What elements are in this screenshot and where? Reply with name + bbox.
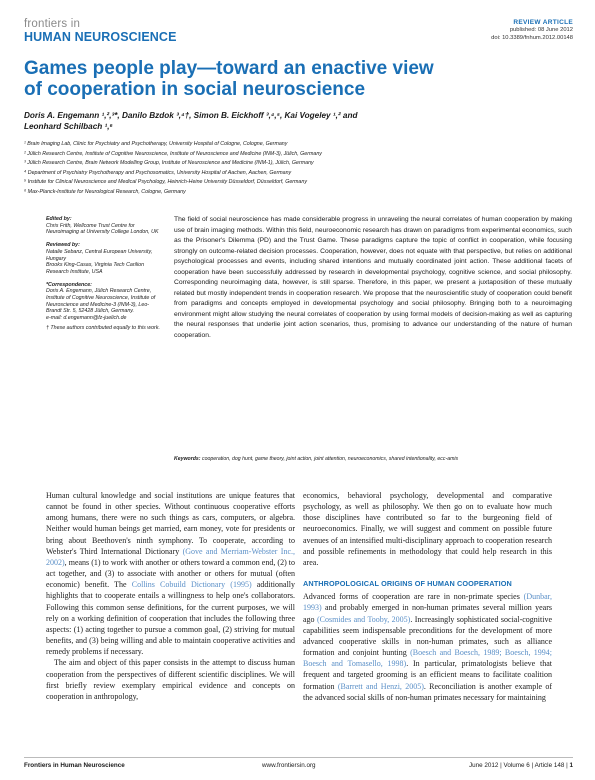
edited-by: Chris Frith, Wellcome Trust Centre for Neuroimaging at University College London, UK [46, 222, 159, 236]
footer-divider [24, 757, 573, 758]
keywords [174, 455, 572, 465]
affiliation-6: ⁶ Max-Planck-Institute for Neurological Research, Cologne, Germany [24, 188, 186, 195]
authors-line-2: Leonhard Schilbach ¹,⁶ [24, 122, 113, 131]
keywords-label: Keywords: [174, 456, 201, 462]
citation-link[interactable]: Collins Cobuild Dictionary (1995) [131, 580, 252, 590]
published-date: published: 08 June 2012 [509, 27, 573, 33]
citation-link[interactable]: (Cosmides and Tooby, 2005) [316, 614, 411, 624]
body-column-right [303, 490, 552, 703]
affiliation-5: ⁵ Institute for Clinical Neuroscience and Medical Psychology, Heinrich-Heine University Düsseldorf, Düsseldorf, Germany [24, 179, 307, 186]
anthro-text-3: . Increasingly sophisticated social-cognitive capabilities seem indispensable preconditions for the development of more advanced cooperative skills in non-human primates, such as alliance formation and conjoint hunting [303, 614, 552, 658]
affiliation-2: ² Jülich Research Centre, Institute of Cognitive Neuroscience, Institute of Neuroscience and Medicine (INM-3), Jülich, Germany [24, 150, 322, 157]
citation-link[interactable]: (Dunbar, 1993) [303, 592, 553, 613]
footer-website[interactable]: www.frontiersin.org [262, 762, 316, 769]
article-title [24, 58, 544, 100]
anthropology-paragraph [303, 591, 552, 703]
article-meta [491, 19, 573, 42]
journal-logo [24, 18, 177, 44]
page-number: 1 [569, 762, 573, 769]
intro-paragraph [46, 490, 295, 657]
abstract: The field of social neuroscience has made considerable progress in unraveling the neural correlates of human cooperation by making use of brain imaging methods. Within this field, neuroeconomic research has drawn on paradigms from experimental economics, such as the Prisoner's Dilemma (PD) and the Trust Game. These paradigms capture the topic of conflict in cooperation, while focusing strongly on outcome-related decision processes. Cooperation, however, does not equate with that perspective, but relies on additional psychological processes and events, including shared intentions and mutually coordinated joint action. These additional facets of cooperation have been successfully addressed by research in developmental psychology, cognitive science, and social philosophy. Corresponding neuroimaging data, however, is still sparse. Therefore, in this paper, we present a juxtaposition of these mutually related but mostly independent trends in cooperation research. We propose that the neuroscientific study of cooperation could benefit from paradigms and concepts employed in developmental psychology and social philosophy. Bringing both to a neuroimaging environment might allow studying the neural correlates of cooperation by using formal models of decision-making as well as capturing the neural responses that underlie joint action scenarios, thus, promising to advance our understanding of the nature of human cooperation. [174, 216, 572, 339]
citation-link[interactable]: (Boesch and Boesch, 1989; Boesch, 1994; Boesch and Tomasello, 1998) [303, 648, 553, 669]
authors-line-1: Doris A. Engemann ¹,²,³*, Danilo Bzdok ³,⁴†, Simon B. Eickhoff ³,⁴,⁵, Kai Vogeley ¹,² and [24, 111, 358, 120]
correspondence-email[interactable]: e-mail: d.engemann@fz-juelich.de [46, 315, 127, 322]
article-type: REVIEW ARTICLE [513, 19, 573, 26]
affiliation-3: ³ Jülich Research Centre, Brain Network Modelling Group, Institute of Neuroscience and Medicine (INM-1), Jülich, Germany [24, 160, 314, 167]
affiliations [24, 140, 574, 198]
correspondence-address: Doris A. Engemann, Jülich Research Centre, Institute of Cognitive Neuroscience, Institute of Neuroscience and Medicine-3 (INM-3), Leo-Brandt Str. 5, 52428 Jülich, Germany. [46, 288, 156, 315]
reviewed-by-label: Reviewed by: [46, 242, 80, 249]
reviewer-2: Brooks King-Casas, Virginia Tech Carilion Research Institute, USA [46, 262, 145, 275]
author-list [24, 110, 574, 132]
intro-text-3: additionally highlights that to cooperate entails a willingness to help one's collaborators. Following this common sense definitions, for the current purposes, we will rely on a working definition of cooperation that includes the following three aspects: (1) acting together to pursue a common goal, (2) striving for mutual benefits, and (3) being willing and able to maintain cooperative activities and remedy problems if necessary. [46, 580, 296, 657]
footer-journal: Frontiers in Human Neuroscience [24, 762, 125, 769]
reviewer-1: Natalie Sebanz, Central European University, Hungary [46, 248, 153, 262]
affiliation-1: ¹ Brain Imaging Lab, Clinic for Psychiatry and Psychotherapy, University Hospital of Cologne, Cologne, Germany [24, 141, 288, 147]
logo-bottom-text: HUMAN NEUROSCIENCE [24, 30, 177, 44]
citation-link[interactable]: (Barrett and Henzi, 2005) [337, 681, 424, 691]
section-heading: ANTHROPOLOGICAL ORIGINS OF HUMAN COOPERATION [303, 579, 512, 589]
body-column-left [46, 490, 295, 702]
correspondence-label: *Correspondence: [46, 281, 92, 288]
title-line-2: of cooperation in social neuroscience [24, 79, 366, 100]
intro-text-2: , means (1) to work with another or others toward a common end, (2) to act together, and (3) to associate with another or others for mutual (often economic) benefit. The [46, 557, 295, 590]
title-line-1: Games people play—toward an enactive view [24, 58, 434, 79]
overview-paragraph: economics, behavioral psychology, developmental and comparative psychology, as well as philosophy. We then go on to evaluate how much those disciplines have contributed so far to the burgeoning field of neuroeconomics. Finally, we will suggest and comment on possible future avenues of an intensified multi-disciplinary approach to cooperation research and possible refinements in methodology that could help research in this area. [303, 491, 552, 567]
aim-paragraph: The aim and object of this paper consists in the attempt to discuss human cooperation from the perspectives of different scientific disciplines. We will first briefly review exemplary empirical evidence and concepts on cooperation in anthropology, [46, 658, 295, 701]
footer-issue-text: June 2012 | Volume 6 | Article 148 | [469, 762, 568, 769]
anthro-text-5: . Reconciliation is another example of the advanced social skills of non-human primates necessary for maintaining [303, 681, 552, 702]
edited-by-label: Edited by: [46, 216, 72, 222]
doi-link[interactable]: doi: 10.3389/fnhum.2012.00148 [491, 34, 573, 41]
equal-contribution-note: † These authors contributed equally to this work. [46, 324, 160, 331]
anthro-text-1: Advanced forms of cooperation are rare in non-primate species [303, 592, 520, 602]
intro-text-1: Human cultural knowledge and social institutions are unique features that cannot be found in other species. Without continuous cooperative efforts among humans, there were no such things as cars, computers, or algebra. Neither would human beings get married, earn money, vote for presidents or bring about Beethoven's ninth symphony. To cooperate, according to Webster's Third International Dictionary [46, 491, 295, 556]
affiliation-4: ⁴ Department of Psychiatry Psychotherapy and Psychosomatics, University Hospital of Aachen, Aachen, Germany [24, 169, 292, 176]
footer-issue [469, 762, 573, 770]
logo-top-text: frontiers in [24, 18, 81, 30]
citation-link[interactable]: (Gove and Merriam-Webster Inc., 2002) [46, 546, 295, 567]
anthro-text-2: and probably emerged in non-human primates several million years ago [303, 603, 552, 624]
keywords-text: cooperation, dog hunt, game theory, joint action, joint attention, neuroeconomics, shared intentionality, ecc-amis [201, 456, 459, 462]
anthro-text-4: . In particular, primatologists believe that frequent and targeted grooming is an efficient means to facilitate coalition formation [303, 659, 552, 691]
editorial-sidebar [46, 216, 164, 332]
